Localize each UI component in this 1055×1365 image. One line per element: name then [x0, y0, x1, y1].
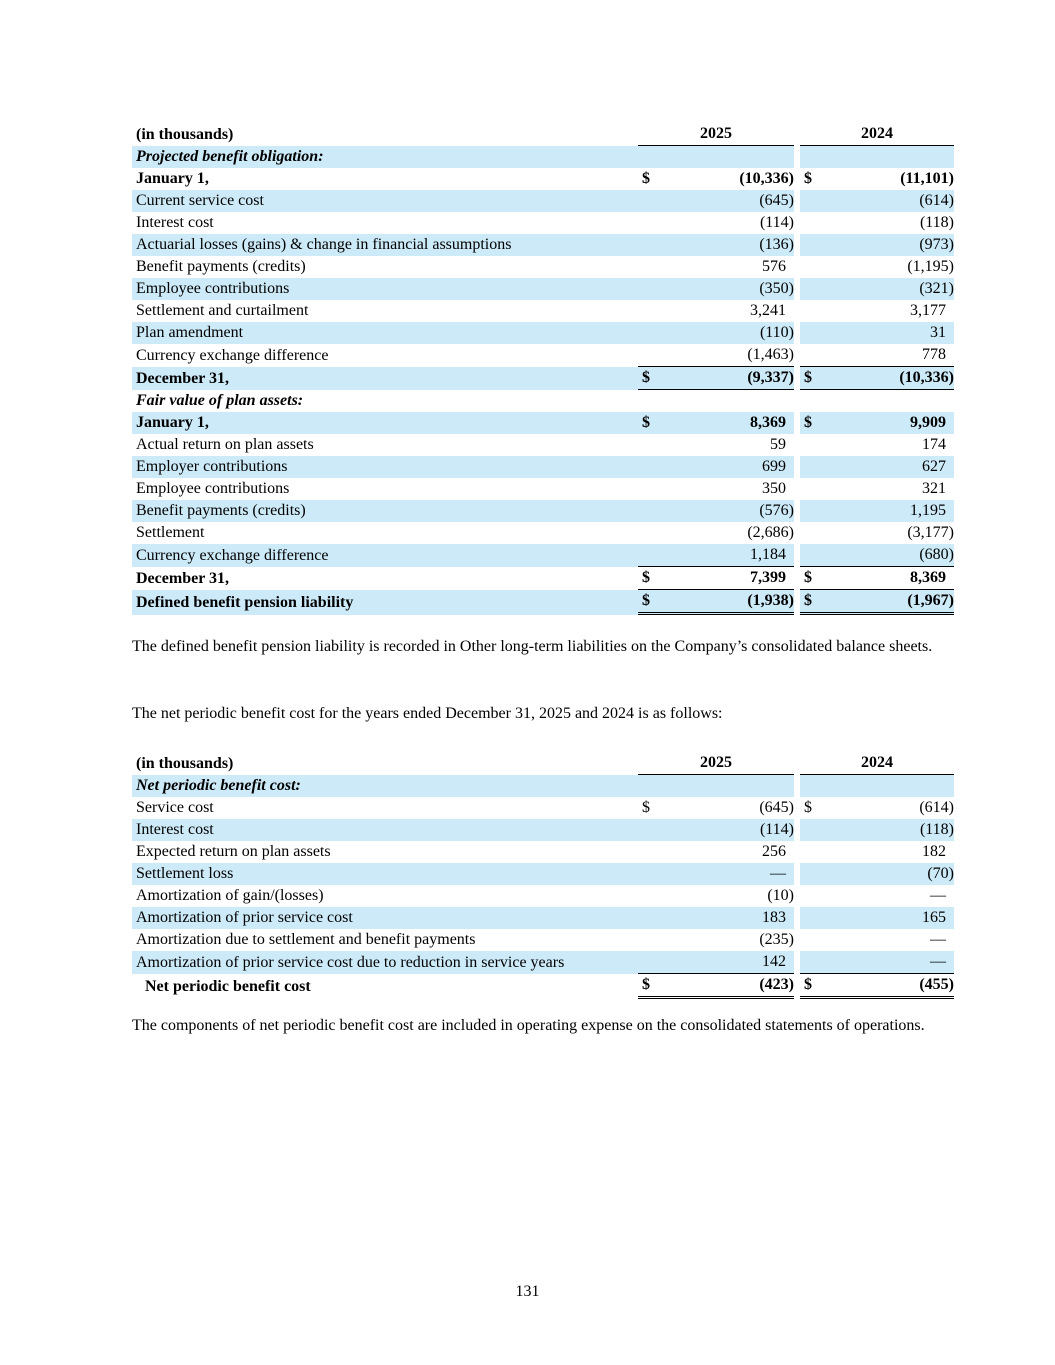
table-row [132, 819, 954, 841]
row-label: Settlement [136, 524, 205, 541]
currency-symbol-2025 [638, 300, 656, 322]
row-label: Currency exchange difference [136, 346, 329, 364]
value-2025 [656, 300, 794, 322]
currency-symbol-2025 [638, 929, 656, 951]
cell-value: 9,909 [910, 414, 946, 431]
cell-value: 8,369 [750, 414, 786, 431]
value-2025 [656, 322, 794, 344]
value-2024 [818, 234, 954, 256]
value-2025 [656, 367, 794, 390]
value-2024 [818, 974, 954, 999]
currency-symbol-2024 [800, 907, 818, 929]
currency-symbol-2024 [800, 522, 818, 544]
components-note-paragraph: The components of net periodic benefit cost are included in operating expense on the consolidated statements of operations. [132, 1017, 925, 1034]
value-2024 [818, 434, 954, 456]
table-row [132, 256, 954, 278]
currency-symbol-2024: $ [800, 590, 818, 615]
cell-value: (614) [919, 799, 954, 816]
row-label: Plan amendment [132, 322, 638, 344]
row-label: Settlement and curtailment [136, 302, 309, 319]
value-2025 [656, 907, 794, 929]
currency-symbol-2025 [638, 863, 656, 885]
cell-value: (10,336) [899, 369, 954, 386]
table-row [132, 478, 954, 500]
cost-intro-paragraph: The net periodic benefit cost for the years ended December 31, 2025 and 2024 is as follows: [132, 705, 723, 722]
cell-value: (321) [919, 280, 954, 297]
currency-symbol-2025 [638, 951, 656, 974]
currency-symbol-2024 [800, 146, 818, 168]
currency-symbol-2025: $ [638, 590, 656, 615]
row-label: January 1, [132, 412, 638, 434]
cell-value: 1,195 [910, 502, 946, 519]
cell-value: 183 [762, 909, 786, 926]
value-2025 [656, 234, 794, 256]
value-2025 [656, 819, 794, 841]
currency-symbol-2025 [638, 278, 656, 300]
value-2024 [818, 367, 954, 390]
value-2025 [656, 544, 794, 567]
cell-value: 350 [762, 480, 786, 497]
table-row [132, 863, 954, 885]
currency-symbol-2024 [800, 951, 818, 974]
cell-value: (3,177) [907, 524, 954, 541]
cell-value: 182 [922, 843, 946, 860]
row-label: Service cost [136, 799, 214, 816]
table-row [132, 168, 954, 190]
cell-value: (235) [759, 931, 794, 948]
table-row [132, 322, 954, 344]
net-periodic-cost-table [132, 752, 954, 999]
cell-value: 627 [922, 458, 946, 475]
cell-value: (680) [919, 546, 954, 563]
currency-symbol-2024 [800, 390, 818, 412]
value-2025 [656, 344, 794, 367]
row-label: January 1, [136, 170, 209, 187]
currency-symbol-2024 [800, 190, 818, 212]
year-2024-header: 2024 [800, 752, 954, 775]
row-label: Amortization due to settlement and benefit payments [136, 931, 476, 948]
cell-value: — [930, 953, 946, 970]
value-2025 [656, 929, 794, 951]
value-2024 [818, 797, 954, 819]
table-row [132, 456, 954, 478]
table-row [132, 951, 954, 974]
table-header-row [132, 752, 954, 775]
currency-symbol-2024 [800, 278, 818, 300]
cell-value: 321 [922, 480, 946, 497]
row-label: Interest cost [132, 819, 638, 841]
currency-symbol-2025 [638, 434, 656, 456]
table-row [132, 841, 954, 863]
cell-value: (645) [759, 192, 794, 209]
currency-symbol-2024 [800, 775, 818, 797]
liability-note-paragraph: The defined benefit pension liability is recorded in Other long-term liabilities on the Company’s consolidated balance sheets. [132, 638, 933, 655]
currency-symbol-2024 [800, 322, 818, 344]
currency-symbol-2025 [638, 907, 656, 929]
page-number: 131 [515, 1283, 540, 1300]
row-label: Interest cost [136, 214, 214, 231]
cell-value: (1,967) [907, 592, 954, 609]
value-2025 [656, 590, 794, 615]
year-2025-header: 2025 [638, 752, 794, 775]
currency-symbol-2025: $ [638, 567, 656, 590]
value-2025 [656, 863, 794, 885]
currency-symbol-2025 [638, 322, 656, 344]
currency-symbol-2024 [800, 256, 818, 278]
cell-value: (118) [919, 821, 954, 838]
cell-value: 256 [762, 843, 786, 860]
value-2025 [656, 190, 794, 212]
value-2025 [656, 278, 794, 300]
row-label: Benefit payments (credits) [132, 500, 638, 522]
cell-value: (10) [767, 887, 794, 904]
currency-symbol-2025 [638, 885, 656, 907]
cell-value: (2,686) [747, 524, 794, 541]
section-heading: Net periodic benefit cost: [132, 775, 638, 797]
cell-value: 3,241 [750, 302, 786, 319]
cell-value: — [770, 865, 786, 882]
table-row [132, 344, 954, 367]
currency-symbol-2024 [800, 500, 818, 522]
value-2024 [818, 212, 954, 234]
table-row [132, 544, 954, 567]
cell-value: 8,369 [910, 569, 946, 586]
cell-value: 699 [762, 458, 786, 475]
currency-symbol-2025 [638, 841, 656, 863]
row-label: Benefit payments (credits) [136, 258, 306, 275]
section-heading: Fair value of plan assets: [136, 392, 304, 409]
row-label: December 31, [132, 367, 638, 390]
table-row [132, 278, 954, 300]
unit-label: (in thousands) [136, 125, 234, 143]
cell-value: 778 [922, 346, 946, 363]
currency-symbol-2025 [638, 544, 656, 567]
value-2025 [656, 256, 794, 278]
value-2025 [656, 412, 794, 434]
value-2025 [656, 434, 794, 456]
currency-symbol-2024 [800, 544, 818, 567]
row-label: Amortization of gain/(losses) [136, 887, 324, 904]
currency-symbol-2025 [638, 500, 656, 522]
value-2025 [656, 567, 794, 590]
cell-value: (973) [919, 236, 954, 253]
cell-value: (645) [759, 799, 794, 816]
currency-symbol-2024 [800, 478, 818, 500]
value-2024 [818, 300, 954, 322]
currency-symbol-2024 [800, 212, 818, 234]
table-row [132, 567, 954, 590]
value-2024 [818, 456, 954, 478]
table-row [132, 434, 954, 456]
cell-value: (114) [759, 821, 794, 838]
value-2025 [656, 212, 794, 234]
currency-symbol-2025 [638, 146, 656, 168]
cell-value: (136) [759, 236, 794, 253]
table-header-row [132, 123, 954, 146]
value-2024 [818, 567, 954, 590]
cell-value: (455) [919, 976, 954, 993]
currency-symbol-2024 [800, 300, 818, 322]
table-row [132, 974, 954, 999]
row-label: Actuarial losses (gains) & change in financial assumptions [132, 234, 638, 256]
table-row [132, 522, 954, 544]
row-label: Settlement loss [132, 863, 638, 885]
currency-symbol-2024 [800, 234, 818, 256]
row-label: Employee contributions [136, 480, 290, 497]
currency-symbol-2024 [800, 929, 818, 951]
pension-obligation-table [132, 123, 954, 615]
currency-symbol-2024: $ [800, 567, 818, 590]
value-2024 [818, 278, 954, 300]
value-2024 [818, 885, 954, 907]
cell-value: (9,337) [747, 369, 794, 386]
table-row [132, 907, 954, 929]
cell-value: (1,463) [747, 346, 794, 363]
table-row [132, 300, 954, 322]
currency-symbol-2025: $ [638, 412, 656, 434]
table-row [132, 190, 954, 212]
cell-value: (11,101) [900, 170, 954, 187]
currency-symbol-2024 [800, 819, 818, 841]
value-2024 [818, 500, 954, 522]
value-2024 [818, 478, 954, 500]
table-row [132, 775, 954, 797]
value-2025 [656, 841, 794, 863]
currency-symbol-2025: $ [642, 170, 650, 187]
cell-value: 31 [930, 324, 946, 341]
currency-symbol-2025 [638, 456, 656, 478]
currency-symbol-2024: $ [804, 799, 812, 816]
cell-value: 142 [762, 953, 786, 970]
cell-value: 3,177 [910, 302, 946, 319]
currency-symbol-2025 [638, 522, 656, 544]
value-2024 [818, 590, 954, 615]
value-2024 [818, 412, 954, 434]
value-2025 [656, 390, 794, 412]
cell-value: 174 [922, 436, 946, 453]
currency-symbol-2024: $ [800, 367, 818, 390]
value-2024 [818, 190, 954, 212]
value-2024 [818, 544, 954, 567]
value-2025 [656, 797, 794, 819]
currency-symbol-2025 [638, 190, 656, 212]
value-2024 [818, 929, 954, 951]
table-row [132, 212, 954, 234]
currency-symbol-2025 [638, 390, 656, 412]
cell-value: 576 [762, 258, 786, 275]
row-label: Amortization of prior service cost [132, 907, 638, 929]
currency-symbol-2025 [638, 478, 656, 500]
currency-symbol-2024 [800, 863, 818, 885]
cell-value: 165 [922, 909, 946, 926]
cell-value: 7,399 [750, 569, 786, 586]
cell-value: (1,938) [747, 592, 794, 609]
table-row [132, 146, 954, 168]
value-2025 [656, 951, 794, 974]
currency-symbol-2025 [638, 256, 656, 278]
currency-symbol-2025: $ [642, 799, 650, 816]
currency-symbol-2024 [800, 885, 818, 907]
value-2024 [818, 344, 954, 367]
cell-value: (614) [919, 192, 954, 209]
row-label: Net periodic benefit cost [145, 977, 311, 995]
currency-symbol-2024 [800, 456, 818, 478]
table-row [132, 929, 954, 951]
row-label: Expected return on plan assets [136, 843, 331, 860]
row-label: Actual return on plan assets [136, 436, 314, 453]
value-2025 [656, 974, 794, 999]
table-row [132, 234, 954, 256]
cell-value: (423) [759, 976, 794, 993]
value-2024 [818, 322, 954, 344]
cell-value: (110) [759, 324, 794, 341]
value-2024 [818, 841, 954, 863]
table-row [132, 367, 954, 390]
cell-value: — [930, 931, 946, 948]
value-2024 [818, 951, 954, 974]
table-row [132, 590, 954, 615]
value-2024 [818, 819, 954, 841]
cell-value: (118) [919, 214, 954, 231]
value-2025 [656, 146, 794, 168]
value-2025 [656, 168, 794, 190]
currency-symbol-2025 [638, 819, 656, 841]
currency-symbol-2025 [638, 344, 656, 367]
cell-value: (70) [927, 865, 954, 882]
currency-symbol-2024 [800, 344, 818, 367]
currency-symbol-2024 [800, 841, 818, 863]
table-row [132, 390, 954, 412]
table-row [132, 500, 954, 522]
unit-label: (in thousands) [136, 754, 234, 772]
cell-value: 1,184 [750, 546, 786, 563]
value-2024 [818, 907, 954, 929]
value-2025 [656, 775, 794, 797]
currency-symbol-2024: $ [800, 412, 818, 434]
currency-symbol-2024 [800, 434, 818, 456]
value-2024 [818, 863, 954, 885]
currency-symbol-2025 [638, 212, 656, 234]
value-2025 [656, 522, 794, 544]
value-2025 [656, 456, 794, 478]
row-label: Current service cost [132, 190, 638, 212]
row-label: Employer contributions [132, 456, 638, 478]
cell-value: 59 [770, 436, 786, 453]
cell-value: (10,336) [739, 170, 794, 187]
currency-symbol-2025 [638, 234, 656, 256]
currency-symbol-2024: $ [804, 170, 812, 187]
value-2024 [818, 168, 954, 190]
cell-value: — [930, 887, 946, 904]
row-label: Currency exchange difference [132, 544, 638, 567]
section-heading: Projected benefit obligation: [132, 146, 638, 168]
value-2024 [818, 256, 954, 278]
row-label: Defined benefit pension liability [132, 590, 638, 615]
currency-symbol-2025 [638, 775, 656, 797]
value-2025 [656, 478, 794, 500]
currency-symbol-2024: $ [800, 974, 818, 999]
value-2025 [656, 885, 794, 907]
value-2024 [818, 775, 954, 797]
row-label: Employee contributions [132, 278, 638, 300]
row-label: Amortization of prior service cost due to reduction in service years [132, 951, 638, 974]
currency-symbol-2025: $ [638, 974, 656, 999]
row-label: December 31, [136, 569, 229, 587]
year-2024-header: 2024 [800, 123, 954, 146]
cell-value: (576) [759, 502, 794, 519]
value-2025 [656, 500, 794, 522]
cell-value: (114) [759, 214, 794, 231]
value-2024 [818, 522, 954, 544]
table-row [132, 885, 954, 907]
value-2024 [818, 390, 954, 412]
value-2024 [818, 146, 954, 168]
table-row [132, 797, 954, 819]
currency-symbol-2025: $ [638, 367, 656, 390]
cell-value: (350) [759, 280, 794, 297]
table-row [132, 412, 954, 434]
cell-value: (1,195) [907, 258, 954, 275]
year-2025-header: 2025 [638, 123, 794, 146]
